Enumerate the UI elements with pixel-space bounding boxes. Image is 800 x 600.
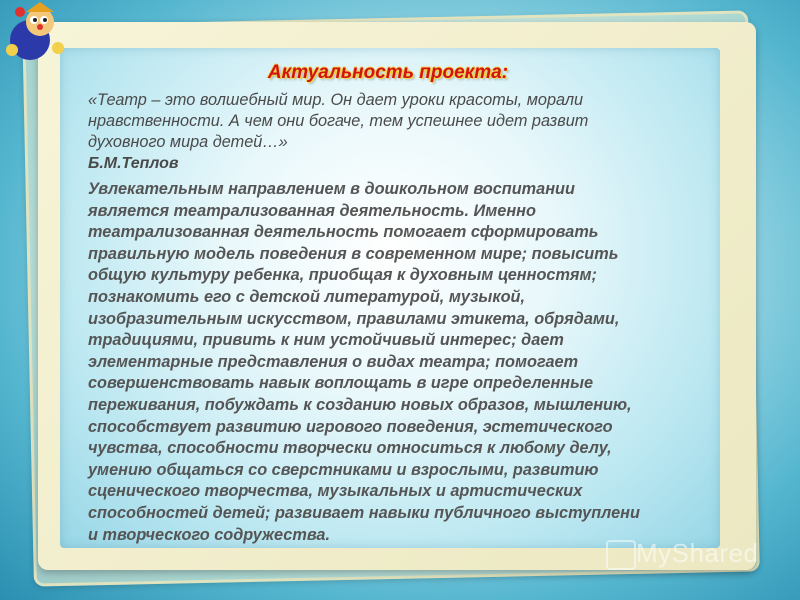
quote-text: «Театр – это волшебный мир. Он дает уроки красоты, морали нравственности. А чем они богаче, тем успешнее идет развит духовного мира детей…» — [88, 91, 589, 151]
slide-heading: Актуальность проекта: — [267, 62, 509, 83]
slide-content — [88, 62, 728, 546]
watermark-logo-icon — [606, 540, 636, 570]
watermark-text: MyShared — [636, 538, 759, 568]
quote-author: Б.М.Теплов — [88, 155, 179, 172]
body-text: Увлекательным направлением в дошкольном воспитании является театрализованная деятельность. Именно театрализованная деятельность помогает сформировать правильную модель поведения в современном мире; повысить общую культуру ребенка, приобщая к духовным ценностям; познакомить его с детской литературой, музыкой, изобразительным искусством, правилами этикета, обрядами, традициями, привить к ним устойчивый интерес; дает элементарные представления о видах театра; помогает совершенствовать навык воплощать в игре определенные переживания, побуждать к созданию новых образов, мышлению, способствует развитию игрового поведения, эстетического чувства, способности творчески относиться к любому делу, умению общаться со сверстниками и взрослыми, развитию сценического творчества, музыкальных и артистических способностей детей; развивает навыки публичного выступлени и творческого содружества. — [88, 180, 640, 544]
cartoon-clown-icon — [0, 0, 76, 62]
